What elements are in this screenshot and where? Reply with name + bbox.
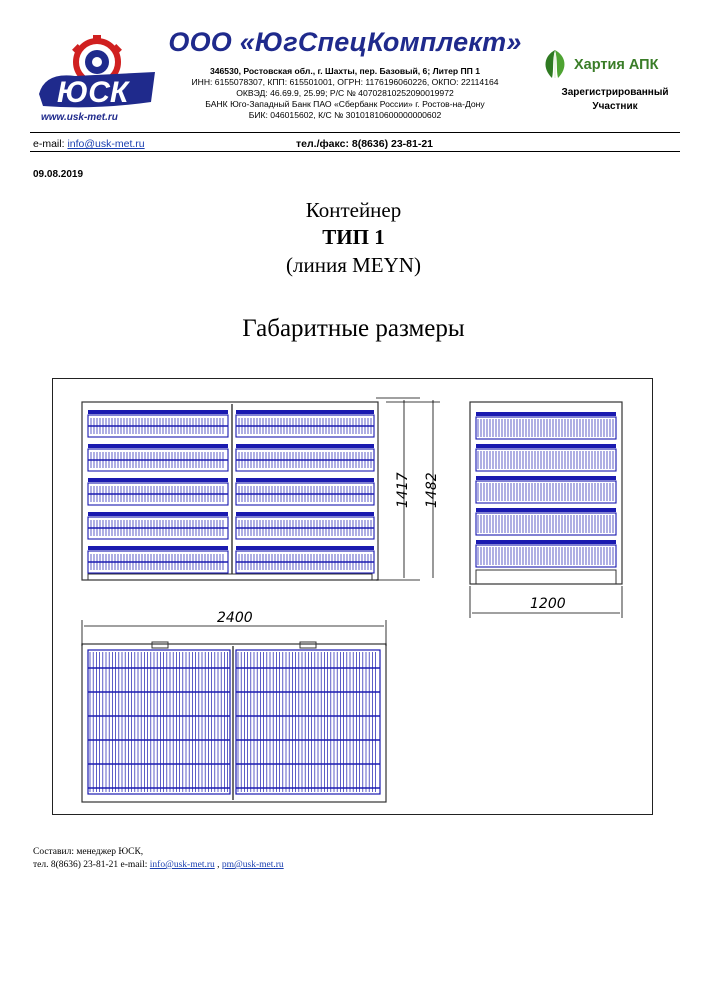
title-dimensions: Габаритные размеры (242, 315, 465, 342)
email-link[interactable]: info@usk-met.ru (67, 138, 145, 150)
side-shelf (476, 540, 616, 567)
front-drawer (88, 512, 228, 539)
front-drawer (236, 444, 374, 471)
side-base (476, 570, 616, 584)
front-drawer (236, 512, 374, 539)
dim-height-outer: 1482 (424, 472, 440, 508)
front-frame (82, 402, 378, 580)
contact-phone: тел./факс: 8(8636) 23-81-21 (296, 138, 434, 150)
requisites-inn: ИНН: 6155078307, КПП: 615501001, ОГРН: 1176196060226, ОКПО: 22114164 (191, 77, 499, 87)
shelf-rail (476, 412, 616, 416)
requisites-bik: БИК: 046015602, К/С № 30101810600000000602 (248, 110, 442, 120)
side-shelf (476, 508, 616, 535)
shelf-rail (476, 476, 616, 480)
top-view (82, 642, 386, 802)
front-drawer (88, 444, 228, 471)
drawer-rail (88, 478, 228, 482)
drawer-rail (88, 546, 228, 550)
footer-separator: , (214, 860, 222, 870)
partner-status (540, 86, 690, 114)
top-lug (300, 642, 316, 648)
footer-email-pm[interactable]: pm@usk-met.ru (221, 860, 284, 870)
front-base (88, 574, 372, 580)
drawer-rail (236, 512, 374, 516)
top-grid (90, 652, 228, 792)
shelf-grid (478, 483, 613, 501)
partner-status-line-2: Участник (592, 101, 638, 112)
shelf-rail (476, 444, 616, 448)
requisites-bank: БАНК Юго-Западный Банк ПАО «Сбербанк России» г. Ростов-на-Дону (205, 99, 485, 109)
drawer-rail (88, 512, 228, 516)
email-label: e-mail: (33, 138, 68, 150)
shelf-rail (476, 508, 616, 512)
front-drawer (88, 478, 228, 505)
footer-phone: тел. 8(8636) 23-81-21 e-mail: (33, 860, 150, 870)
side-shelf (476, 444, 616, 471)
requisites-okved: ОКВЭД: 46.69.9, 25.99; Р/С № 40702810252090019972 (236, 88, 454, 98)
title-container: Контейнер (305, 198, 402, 222)
company-logo (35, 32, 165, 127)
logo-text: ЮСК (57, 76, 129, 109)
shelf-grid (478, 419, 613, 437)
side-shelf (476, 476, 616, 503)
company-name: ООО «ЮгСпецКомплект» (168, 27, 522, 57)
top-panel (236, 650, 380, 794)
hartia-leaf-icon (540, 48, 570, 80)
front-drawer (88, 546, 228, 573)
title-line: (линия MEYN) (286, 253, 421, 277)
requisites-address: 346530, Ростовская обл., г. Шахты, пер. Базовый, 6; Литер ПП 1 (209, 66, 481, 76)
side-shelf (476, 412, 616, 439)
dim-length: 2400 (217, 610, 253, 626)
partner-name: Хартия АПК (574, 57, 659, 73)
shelf-grid (478, 451, 613, 469)
shelf-rail (476, 540, 616, 544)
header-divider (30, 132, 680, 133)
footer-email-info[interactable]: info@usk-met.ru (149, 860, 215, 870)
top-lug (152, 642, 168, 648)
drawer-rail (236, 546, 374, 550)
logo-url: www.usk-met.ru (41, 112, 118, 123)
drawer-rail (236, 444, 374, 448)
container-drawing (52, 378, 653, 815)
footer-contacts (33, 860, 284, 870)
document-date: 09.08.2019 (33, 169, 84, 180)
front-drawer (236, 546, 374, 573)
footer-author: Составил: менеджер ЮСК, (33, 847, 144, 857)
contact-email (33, 138, 145, 150)
front-view (82, 402, 378, 580)
drawer-rail (236, 410, 374, 414)
front-drawer (236, 410, 374, 437)
front-drawer (236, 478, 374, 505)
top-grid (238, 652, 376, 792)
partner-status-line-1: Зарегистрированный (561, 87, 669, 98)
side-view (470, 402, 622, 584)
title-type: ТИП 1 (322, 225, 385, 249)
drawer-rail (88, 410, 228, 414)
dim-height-inner: 1417 (395, 472, 411, 508)
front-drawer (88, 410, 228, 437)
drawer-rail (236, 478, 374, 482)
drawer-rail (88, 444, 228, 448)
contact-divider (30, 151, 680, 152)
shelf-grid (478, 515, 613, 533)
shelf-grid (478, 547, 613, 565)
dim-width-side: 1200 (530, 596, 566, 612)
